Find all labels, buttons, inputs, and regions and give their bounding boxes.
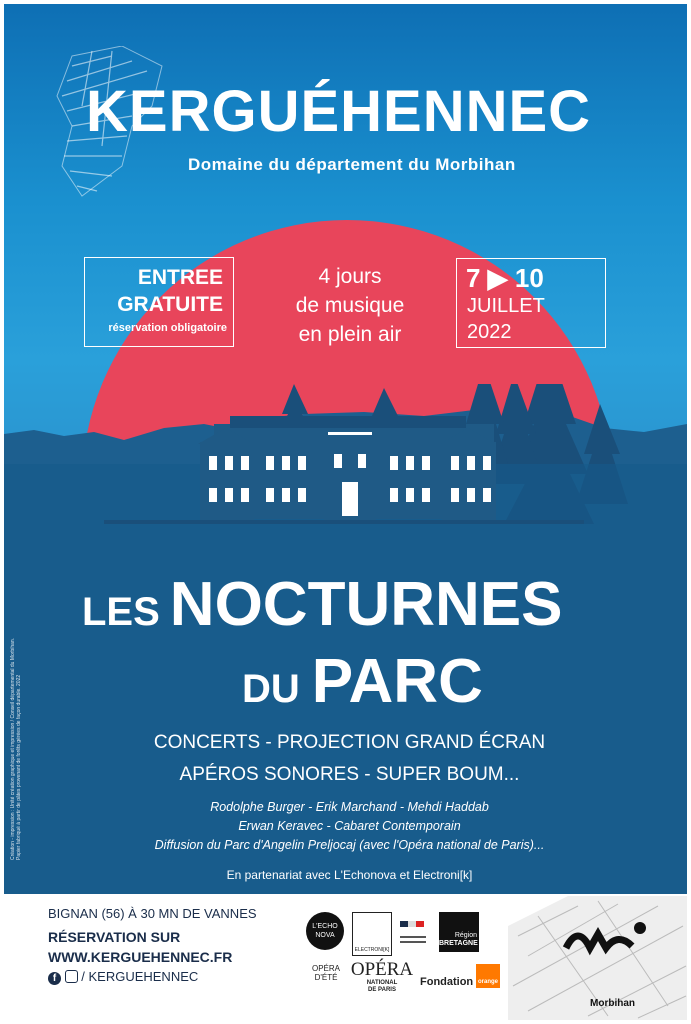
fondation-text: Fondation bbox=[420, 976, 474, 988]
main-title-line2 bbox=[242, 646, 483, 717]
poster-background bbox=[4, 4, 687, 894]
dates-box bbox=[456, 258, 606, 348]
title-parc: PARC bbox=[311, 647, 483, 716]
free-entry-line2: GRATUITE bbox=[117, 293, 223, 316]
prefecture-logo bbox=[400, 914, 426, 944]
instagram-icon[interactable] bbox=[65, 970, 78, 983]
social-handle[interactable]: / KERGUEHENNEC bbox=[81, 969, 199, 984]
artists-line3: Diffusion du Parc d'Angelin Preljocaj (avec l'Opéra national de Paris)... bbox=[154, 838, 545, 852]
partnership-text: En partenariat avec L'Echonova et Electroni[k] bbox=[226, 868, 473, 882]
website-link[interactable]: WWW.KERGUEHENNEC.FR bbox=[48, 949, 233, 965]
opera-paris-logo: OPÉRA NATIONAL DE PARIS bbox=[350, 959, 414, 993]
location-text: BIGNAN (56) À 30 MN DE VANNES bbox=[48, 906, 257, 921]
reservation-label: RÉSERVATION SUR bbox=[48, 929, 181, 945]
free-entry-box bbox=[84, 257, 234, 347]
facebook-icon[interactable]: f bbox=[48, 972, 61, 985]
social-row bbox=[48, 968, 198, 985]
brand-subtitle: Domaine du département du Morbihan bbox=[188, 155, 516, 174]
opera-ete-logo: OPÉRA D'ÉTÉ bbox=[311, 964, 340, 982]
description-line1: 4 jours bbox=[318, 265, 382, 288]
title-du: DU bbox=[242, 667, 300, 711]
echonova-logo: L'ECHO NOVA bbox=[306, 912, 344, 950]
brand-name: KERGUÉHENNEC bbox=[86, 79, 592, 144]
morbihan-label: Morbihan bbox=[590, 998, 635, 1009]
print-credits: Création - impression : Unité création graphique et impression / Conseil départemental du Morbihan. Papier fabriqué à partir de pâtes provenant de forêts gérées de façon durable. 2022 bbox=[10, 637, 22, 860]
festival-month: JUILLET bbox=[467, 295, 545, 317]
electronik-logo: ELECTRONI[K] bbox=[352, 912, 392, 956]
events-line2: APÉROS SONORES - SUPER BOUM... bbox=[179, 764, 520, 785]
events-line1: CONCERTS - PROJECTION GRAND ÉCRAN bbox=[153, 732, 546, 753]
description-line3: en plein air bbox=[298, 323, 402, 346]
region-bretagne-logo: Région BRETAGNE bbox=[439, 912, 479, 952]
main-title-line1 bbox=[82, 569, 562, 640]
orange-logo: orange bbox=[476, 964, 500, 988]
artists-line1: Rodolphe Burger - Erik Marchand - Mehdi Haddab bbox=[210, 800, 489, 814]
festival-description bbox=[266, 262, 434, 349]
description-line2: de musique bbox=[295, 294, 405, 317]
artists-line2: Erwan Keravec - Cabaret Contemporain bbox=[238, 819, 461, 833]
festival-year: 2022 bbox=[467, 321, 512, 343]
reservation-required: réservation obligatoire bbox=[108, 322, 227, 334]
festival-days: 7 ▶ 10 bbox=[466, 263, 544, 293]
title-les: LES bbox=[82, 590, 160, 634]
free-entry-line1: ENTREE bbox=[137, 266, 223, 289]
title-nocturnes: NOCTURNES bbox=[169, 570, 563, 639]
